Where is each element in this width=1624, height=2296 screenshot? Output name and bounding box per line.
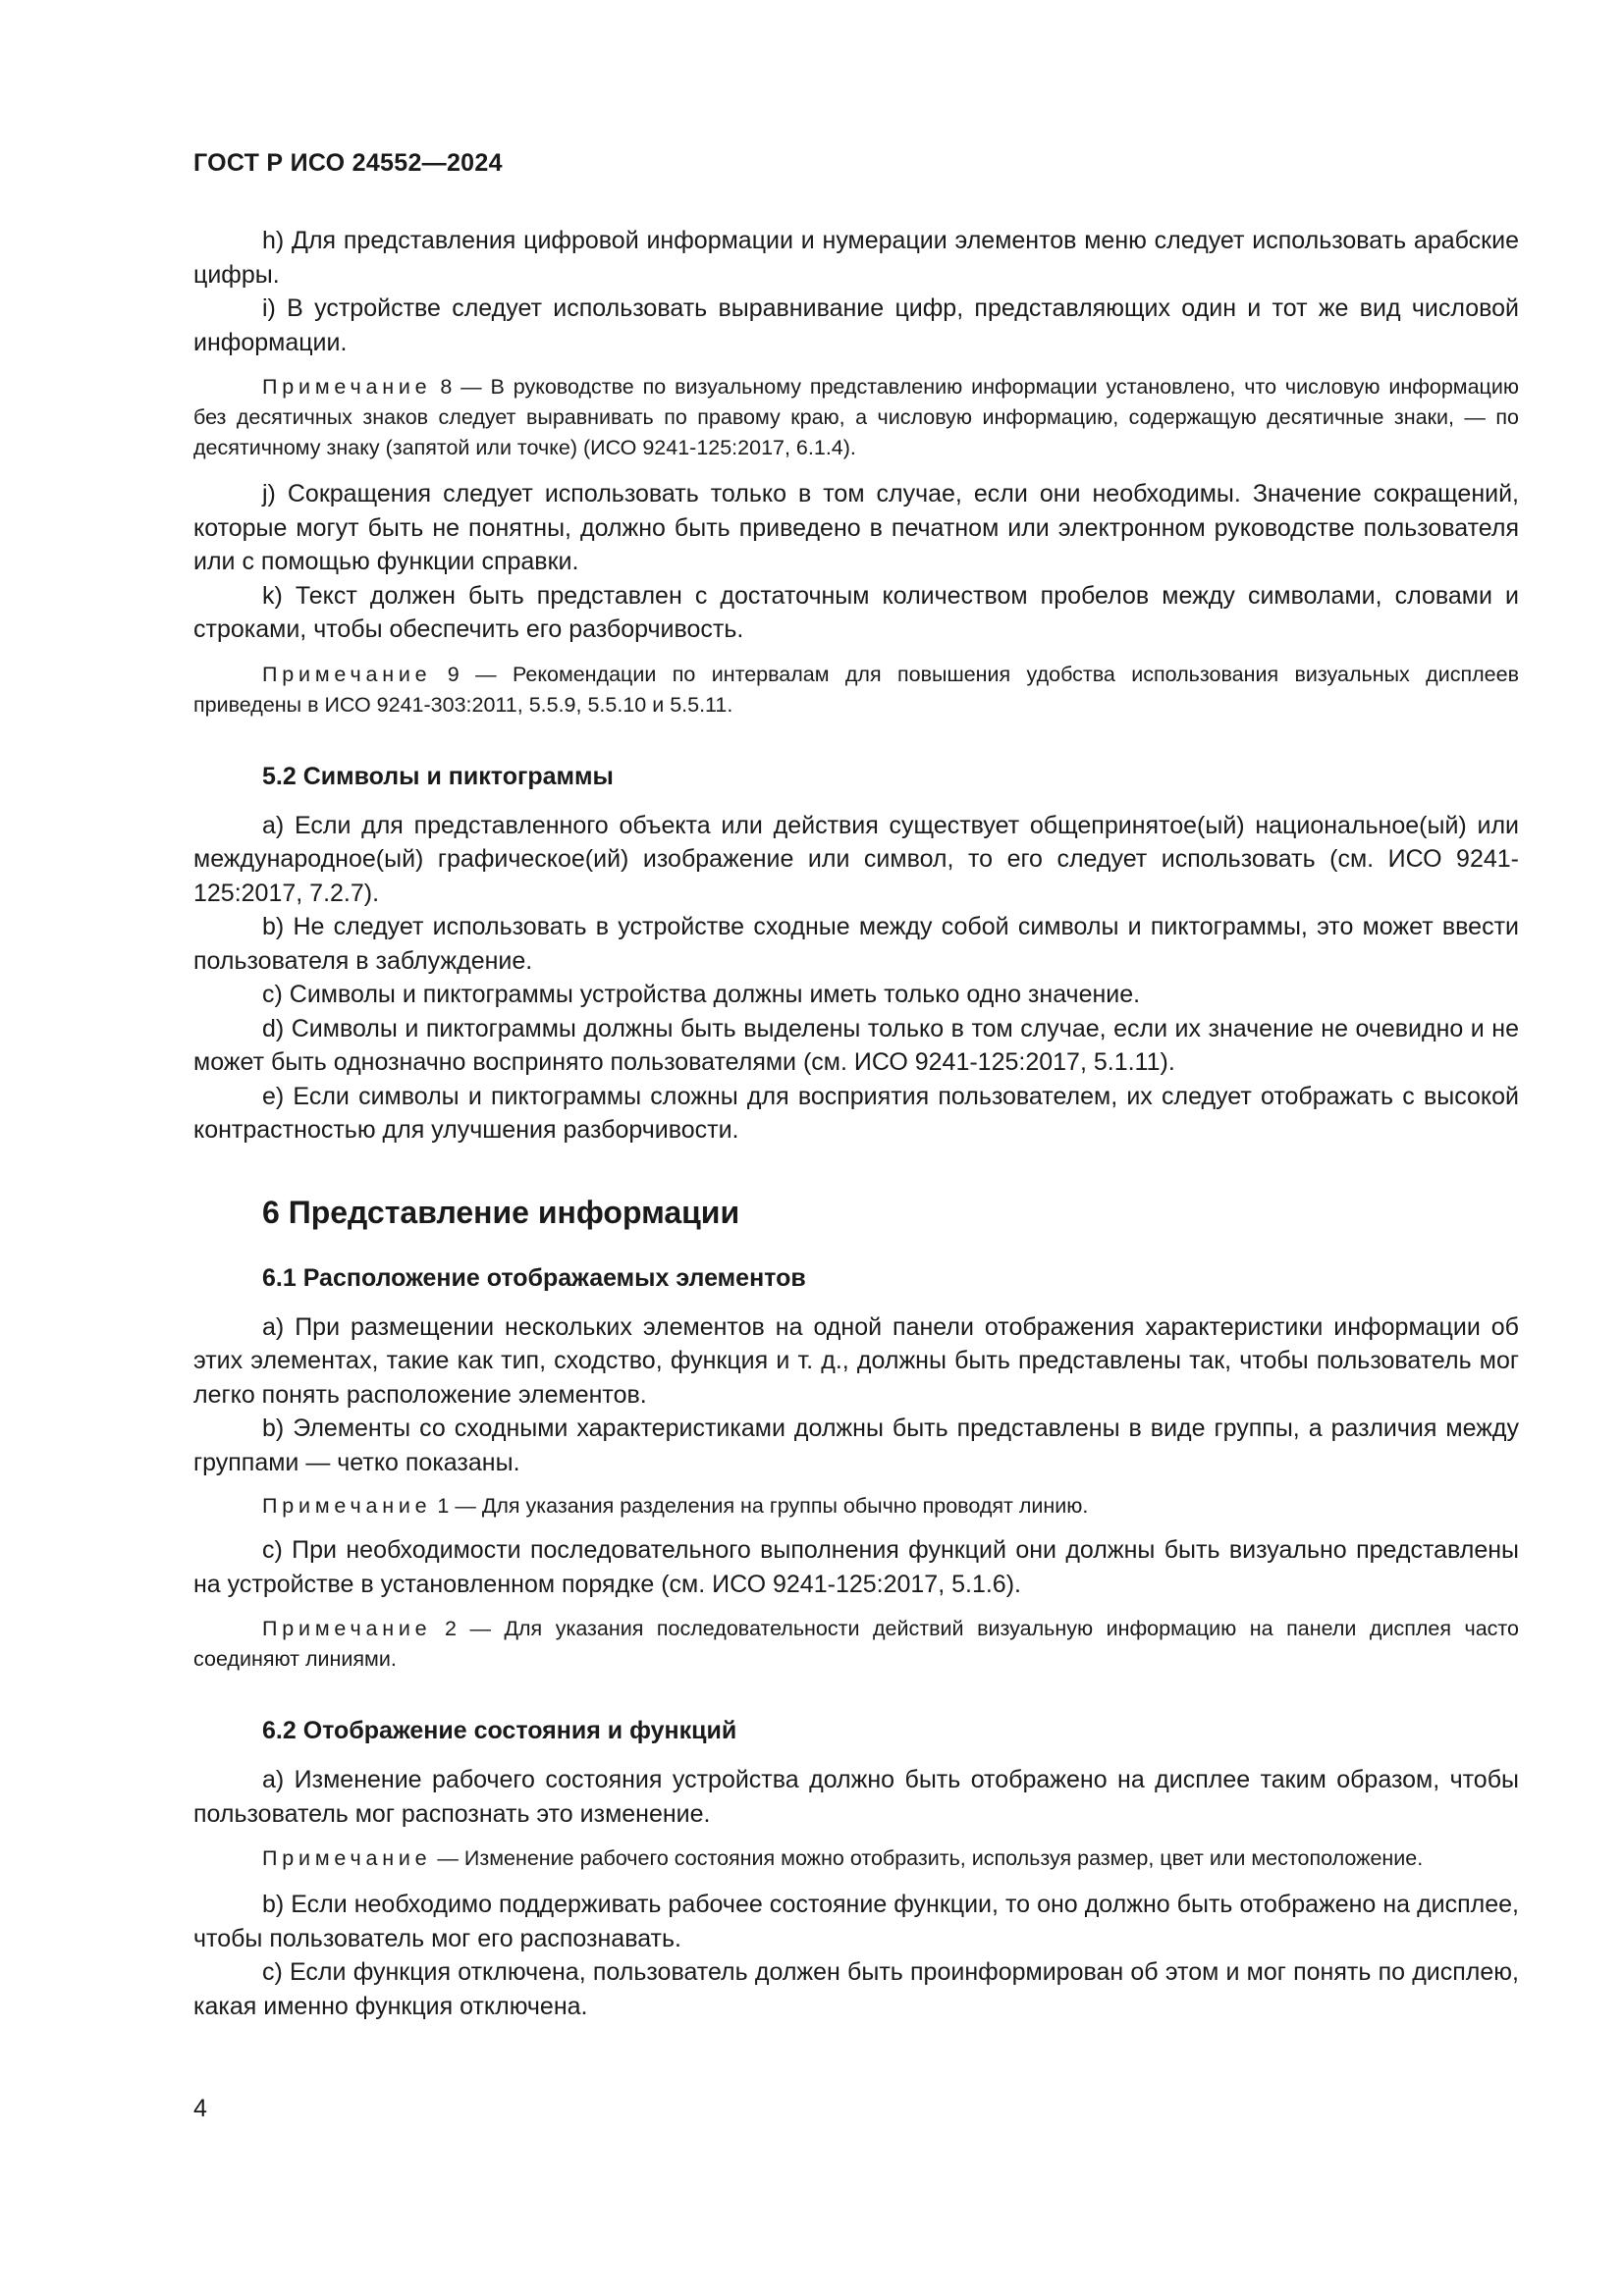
list-item-j: j) Сокращения следует использовать только в том случае, если они необходимы. Значение сокращений, которые могут быть не понятны, должно быть приведено в печатном или электронном руководстве пользователя или с помощью функции справки. bbox=[193, 480, 1519, 575]
list-item-h: h) Для представления цифровой информации и нумерации элементов меню следует использовать арабские цифры. bbox=[193, 227, 1519, 289]
note-text: — Изменение рабочего состояния можно отобразить, используя размер, цвет или местоположение. bbox=[431, 1846, 1424, 1870]
list-item-i: i) В устройстве следует использовать выравнивание цифр, представляющих один и тот же вид числовой информации. bbox=[193, 294, 1519, 356]
note-8 bbox=[193, 372, 1519, 463]
page-number: 4 bbox=[193, 2095, 207, 2122]
note-1 bbox=[193, 1491, 1519, 1522]
note-9 bbox=[193, 660, 1519, 721]
list-item-5-2-d: d) Символы и пиктограммы должны быть выделены только в том случае, если их значение не очевидно и не может быть однозначно воспринято пользователями (см. ИСО 9241-125:2017, 5.1.11). bbox=[193, 1014, 1519, 1076]
list-item-5-2-b: b) Не следует использовать в устройстве сходные между собой символы и пиктограммы, это может ввести пользователя в заблуждение. bbox=[193, 913, 1519, 975]
subsection-heading-5-2: 5.2 Символы и пиктограммы bbox=[262, 762, 614, 790]
list-item-5-2-a: a) Если для представленного объекта или действия существует общепринятое(ый) национальное(ый) или международное(ый) графическое(ий) изображение или символ, то его следует использовать (см. ИСО 9241-125:2017, 7.2.7). bbox=[193, 811, 1519, 907]
note-2 bbox=[193, 1614, 1519, 1675]
list-item-6-2-a: a) Изменение рабочего состояния устройства должно быть отображено на дисплее таким образом, чтобы пользователь мог распознать это изменение. bbox=[193, 1766, 1519, 1828]
subsection-heading-6-2: 6.2 Отображение состояния и функций bbox=[262, 1717, 737, 1744]
note-label: Примечание bbox=[262, 1617, 432, 1640]
list-item-6-1-c: c) При необходимости последовательного выполнения функций они должны быть визуально представлены на устройстве в установленном порядке (см. ИСО 9241-125:2017, 5.1.6). bbox=[193, 1536, 1519, 1598]
subsection-heading-6-1: 6.1 Расположение отображаемых элементов bbox=[262, 1263, 806, 1292]
note-unnumbered bbox=[193, 1843, 1519, 1874]
note-label: Примечание bbox=[262, 662, 432, 686]
list-item-5-2-e: e) Если символы и пиктограммы сложны для восприятия пользователем, их следует отображать с высокой контрастностью для улучшения разборчивости. bbox=[193, 1082, 1519, 1144]
note-label: Примечание bbox=[262, 1494, 432, 1518]
page-content bbox=[193, 224, 1519, 2023]
note-label: Примечание bbox=[262, 1846, 432, 1870]
note-text: 1 — Для указания разделения на группы обычно проводят линию. bbox=[431, 1494, 1089, 1518]
list-item-5-2-c: c) Символы и пиктограммы устройства должны иметь только одно значение. bbox=[262, 981, 1141, 1008]
document-header: ГОСТ Р ИСО 24552—2024 bbox=[193, 149, 503, 177]
note-label: Примечание bbox=[262, 375, 432, 399]
note-text: 9 — Рекомендации по интервалам для повышения удобства использования визуальных дисплеев приведены в ИСО 9241-303:2011, 5.5.9, 5.5.10 и 5.5.11. bbox=[193, 662, 1519, 717]
list-item-k: k) Текст должен быть представлен с достаточным количеством пробелов между символами, словами и строками, чтобы обеспечить его разборчивость. bbox=[193, 581, 1519, 643]
list-item-6-1-a: a) При размещении нескольких элементов на одной панели отображения характеристики информации об этих элементах, такие как тип, сходство, функция и т. д., должны быть представлены так, чтобы пользователь мог легко понять расположение элементов. bbox=[193, 1312, 1519, 1409]
section-heading-6: 6 Представление информации bbox=[262, 1194, 740, 1230]
list-item-6-2-c: c) Если функция отключена, пользователь должен быть проинформирован об этом и мог понять по дисплею, какая именно функция отключена. bbox=[193, 1958, 1519, 2020]
list-item-6-2-b: b) Если необходимо поддерживать рабочее состояние функции, то оно должно быть отображено на дисплее, чтобы пользователь мог его распознавать. bbox=[193, 1891, 1519, 1952]
list-item-6-1-b: b) Элементы со сходными характеристиками должны быть представлены в виде группы, а различия между группами — четко показаны. bbox=[193, 1415, 1519, 1476]
note-text: 8 — В руководстве по визуальному представлению информации установлено, что числовую информацию без десятичных знаков следует выравнивать по правому краю, а числовую информацию, содержащую десятичные знаки, — по десятичному знаку (запятой или точке) (ИСО 9241-125:2017, 6.1.4). bbox=[193, 375, 1519, 459]
note-text: 2 — Для указания последовательности действий визуальную информацию на панели дисплея часто соединяют линиями. bbox=[193, 1617, 1519, 1671]
